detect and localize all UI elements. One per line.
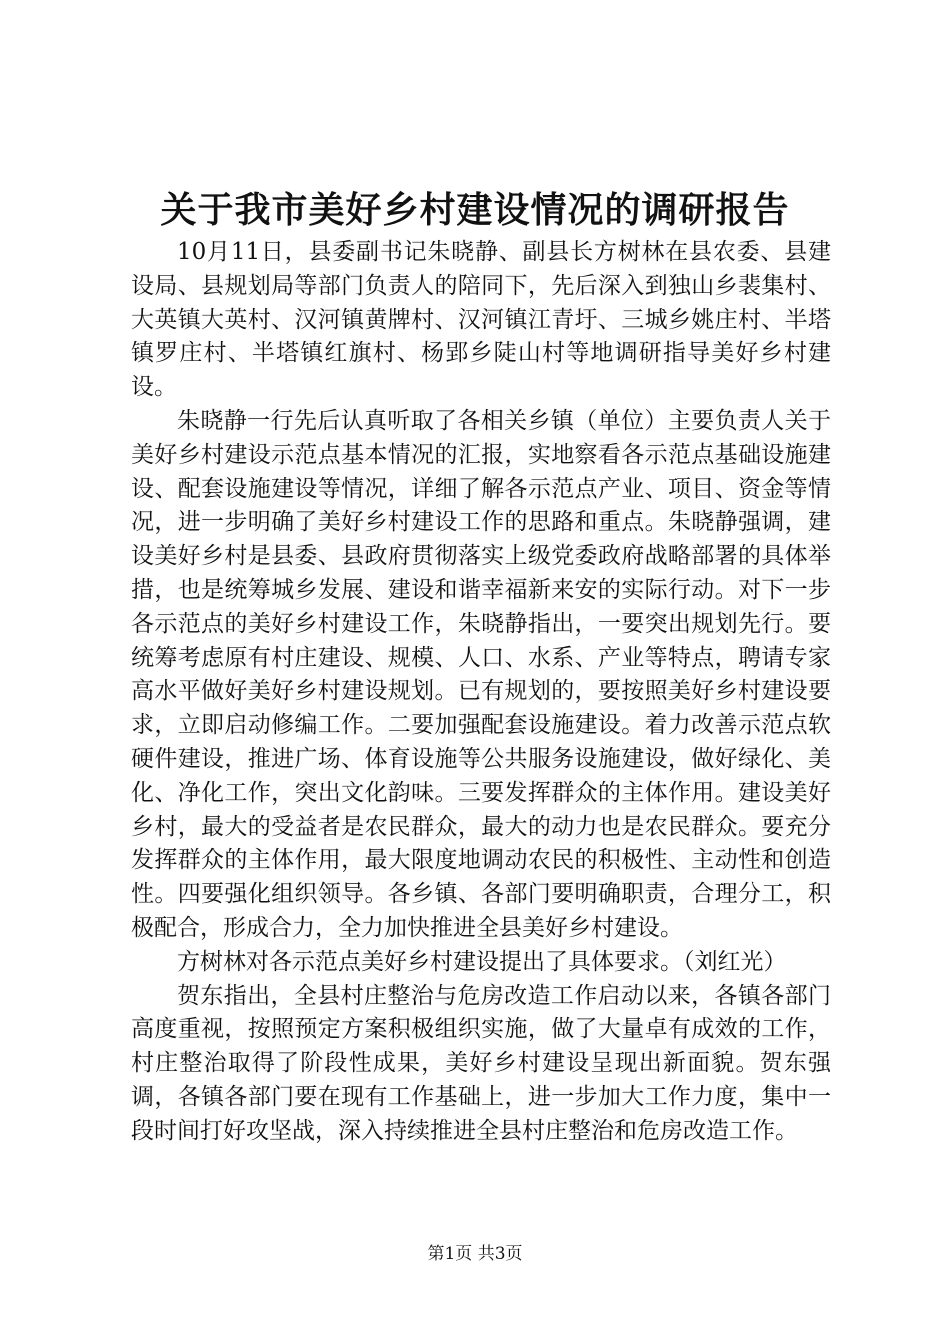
page-footer: 第1页 共3页 [427,1244,523,1264]
document-title: 关于我市美好乡村建设情况的调研报告 [160,189,790,231]
paragraph-1: 10月11日，县委副书记朱晓静、副县长方树林在县农委、县建设局、县规划局等部门负责人的陪同下，先后深入到独山乡裴集村、大英镇大英村、汉河镇黄牌村、汉河镇江青圩、三城乡姚庄村、半塔镇罗庄村、半塔镇红旗村、杨郢乡陡山村等地调研指导美好乡村建设。 [131,239,831,401]
document-body [131,236,831,1149]
paragraph-2: 朱晓静一行先后认真听取了各相关乡镇（单位）主要负责人关于美好乡村建设示范点基本情况的汇报，实地察看各示范点基础设施建设、配套设施建设等情况，详细了解各示范点产业、项目、资金等情况，进一步明确了美好乡村建设工作的思路和重点。朱晓静强调，建设美好乡村是县委、县政府贯彻落实上级党委政府战略部署的具体举措，也是统筹城乡发展、建设和谐幸福新来安的实际行动。对下一步各示范点的美好乡村建设工作，朱晓静指出，一要突出规划先行。要统筹考虑原有村庄建设、规模、人口、水系、产业等特点，聘请专家高水平做好美好乡村建设规划。已有规划的，要按照美好乡村建设要求，立即启动修编工作。二要加强配套设施建设。着力改善示范点软硬件建设，推进广场、体育设施等公共服务设施建设，做好绿化、美化、净化工作，突出文化韵味。三要发挥群众的主体作用。建设美好乡村，最大的受益者是农民群众，最大的动力也是农民群众。要充分发挥群众的主体作用，最大限度地调动农民的积极性、主动性和创造性。四要强化组织领导。各乡镇、各部门要明确职责，合理分工，积极配合，形成合力，全力加快推进全县美好乡村建设。 [131,407,831,941]
paragraph-3: 方树林对各示范点美好乡村建设提出了具体要求。（刘红光） [177,948,787,975]
paragraph-4: 贺东指出，全县村庄整治与危房改造工作启动以来，各镇各部门高度重视，按照预定方案积极组织实施，做了大量卓有成效的工作，村庄整治取得了阶段性成果，美好乡村建设呈现出新面貌。贺东强调，各镇各部门要在现有工作基础上，进一步加大工作力度，集中一段时间打好攻坚战，深入持续推进全县村庄整治和危房改造工作。 [131,982,831,1144]
